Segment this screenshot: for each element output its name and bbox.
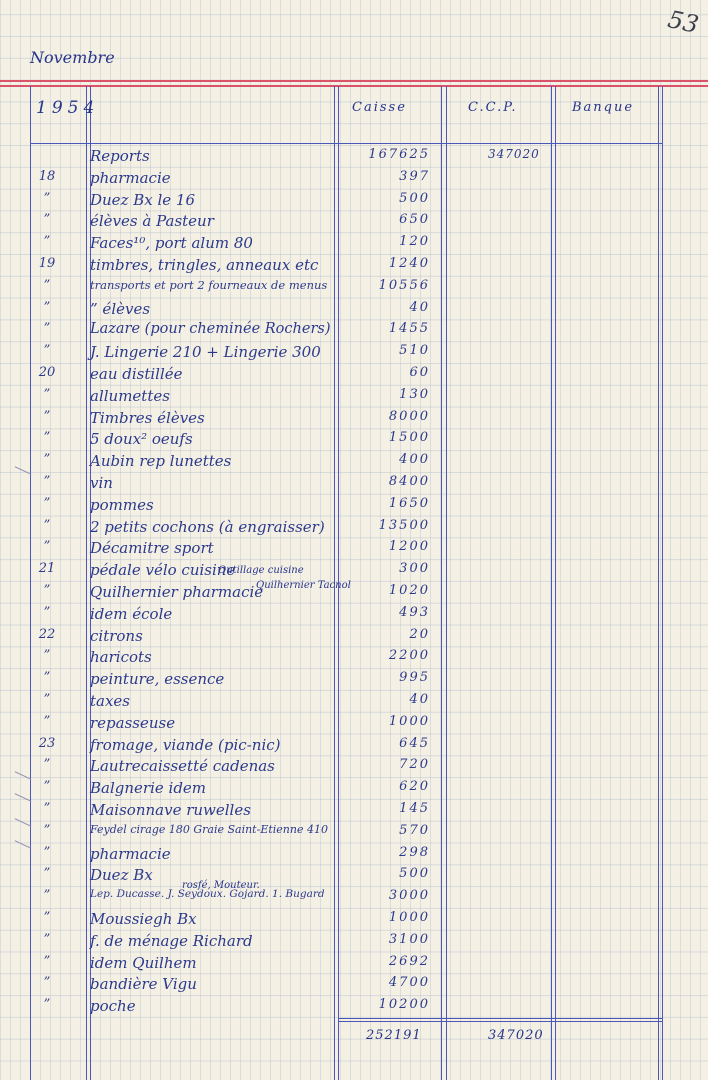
ledger-row — [0, 888, 708, 910]
ledger-row — [0, 997, 708, 1019]
ledger-row — [0, 823, 708, 845]
row-day: 18 — [38, 168, 56, 184]
note-quilhernier: Quilhernier Tacnol — [256, 580, 351, 591]
row-day: ” — [43, 866, 51, 882]
ledger-row — [0, 191, 708, 213]
row-day: ” — [43, 299, 51, 315]
row-amount-caisse: 40 — [409, 299, 430, 315]
row-day: 22 — [38, 626, 56, 642]
header-rule — [30, 143, 662, 144]
row-description: pommes — [90, 495, 154, 514]
total-rule — [338, 1021, 662, 1022]
row-amount-caisse: 1000 — [388, 713, 430, 729]
ledger-row — [0, 365, 708, 387]
row-day: ” — [43, 931, 51, 947]
row-description: J. Lingerie 210 + Lingerie 300 — [90, 343, 321, 362]
row-description: pharmacie — [90, 844, 171, 863]
row-description: timbres, tringles, anneaux etc — [90, 256, 319, 274]
ledger-row — [0, 387, 708, 409]
row-amount-caisse: 20 — [409, 626, 430, 642]
row-amount-caisse: 40 — [409, 692, 430, 707]
ledger-row — [0, 605, 708, 627]
row-amount-ccp: 347020 — [488, 147, 540, 161]
row-amount-caisse: 720 — [399, 757, 430, 773]
row-description: f. de ménage Richard — [90, 931, 253, 950]
row-day: ” — [43, 648, 51, 664]
red-rule-top — [0, 80, 708, 82]
ledger-row — [0, 583, 708, 605]
row-description: Balgnerie idem — [90, 779, 207, 798]
note-duez: rosfé, Mouteur. — [182, 880, 260, 891]
row-description: fromage, viande (pic-nic) — [90, 735, 281, 754]
ledger-row — [0, 975, 708, 997]
row-amount-caisse: 510 — [399, 343, 430, 359]
row-description: pharmacie — [90, 168, 171, 187]
column-header-caisse: Caisse — [352, 100, 407, 115]
row-description: Duez Bx le 16 — [90, 190, 196, 209]
row-day: ” — [43, 321, 51, 337]
row-amount-caisse: 2692 — [388, 953, 430, 969]
row-description: bandière Vigu — [90, 975, 197, 994]
row-day: ” — [43, 343, 51, 359]
row-description: eau distillée — [90, 365, 183, 383]
row-day: ” — [43, 713, 51, 729]
row-day: ” — [43, 822, 51, 838]
row-description: idem Quilhem — [90, 953, 197, 972]
ledger-row — [0, 932, 708, 954]
row-amount-caisse: 1000 — [388, 910, 430, 925]
row-description: peinture, essence — [90, 670, 225, 689]
ledger-row — [0, 539, 708, 561]
row-description: Reports — [90, 147, 150, 165]
row-amount-caisse: 4700 — [388, 975, 430, 991]
ledger-row — [0, 300, 708, 322]
ledger-row — [0, 627, 708, 649]
ledger-row — [0, 714, 708, 736]
row-amount-caisse: 3100 — [388, 931, 430, 947]
row-amount-caisse: 1455 — [388, 321, 430, 337]
row-day: ” — [43, 408, 51, 424]
row-day: 23 — [38, 735, 56, 751]
row-day: 19 — [38, 256, 56, 271]
row-description: taxes — [90, 692, 131, 710]
ledger-row — [0, 801, 708, 823]
total-caisse: 252191 — [366, 1028, 422, 1043]
row-amount-caisse: 60 — [409, 365, 430, 380]
row-day: ” — [43, 474, 51, 489]
row-amount-caisse: 8000 — [388, 408, 430, 424]
row-description: Lautrecaissetté cadenas — [90, 757, 275, 776]
row-amount-caisse: 1200 — [388, 539, 430, 555]
row-amount-caisse: 620 — [399, 779, 430, 795]
row-description: Lep. Ducasse. J. Seydoux. Gojard. 1. Bugard — [90, 888, 325, 901]
row-amount-caisse: 167625 — [368, 147, 430, 162]
ledger-row — [0, 845, 708, 867]
ledger-row — [0, 779, 708, 801]
row-day: ” — [43, 844, 51, 860]
row-day: ” — [43, 888, 51, 904]
ledger-row — [0, 648, 708, 670]
ledger-row — [0, 169, 708, 191]
row-day: ” — [43, 953, 51, 969]
ledger-row — [0, 670, 708, 692]
row-description: Quilhernier pharmacie — [90, 583, 264, 601]
row-amount-caisse: 650 — [399, 212, 430, 228]
row-amount-caisse: 1240 — [388, 256, 430, 271]
row-day: ” — [43, 997, 51, 1013]
row-description: Moussiegh Bx — [90, 910, 197, 928]
ledger-row — [0, 757, 708, 779]
ledger-row — [0, 321, 708, 343]
row-day: ” — [43, 975, 51, 991]
ledger-row — [0, 866, 708, 888]
row-amount-caisse: 1500 — [388, 430, 430, 446]
row-description: Aubin rep lunettes — [90, 452, 232, 471]
row-day: ” — [43, 234, 51, 250]
row-day: ” — [43, 452, 51, 468]
row-description: 5 doux² oeufs — [90, 430, 193, 449]
ledger-row — [0, 692, 708, 714]
row-amount-caisse: 645 — [399, 735, 430, 751]
ledger-row — [0, 474, 708, 496]
row-day: ” — [43, 517, 51, 533]
row-description: haricots — [90, 648, 152, 667]
row-description: Lazare (pour cheminée Rochers) — [90, 321, 331, 338]
year-heading: 1954 — [36, 98, 100, 118]
ledger-row — [0, 234, 708, 256]
row-day: 20 — [38, 365, 56, 380]
row-day: ” — [43, 430, 51, 446]
row-description: Feydel cirage 180 Graie Saint-Etienne 410 — [90, 822, 328, 836]
row-description: élèves à Pasteur — [90, 212, 214, 231]
ledger-row — [0, 910, 708, 932]
ledger-row — [0, 954, 708, 976]
ledger-row — [0, 212, 708, 234]
row-day: ” — [43, 757, 51, 773]
ledger-row — [0, 430, 708, 452]
row-amount-caisse: 500 — [399, 190, 430, 206]
row-description: poche — [90, 997, 136, 1016]
row-description: vin — [90, 474, 113, 492]
ledger-row — [0, 409, 708, 431]
row-amount-caisse: 570 — [399, 822, 430, 838]
ledger-row — [0, 147, 708, 169]
row-description: citrons — [90, 626, 143, 645]
row-day: ” — [43, 539, 51, 555]
row-amount-caisse: 397 — [399, 168, 430, 184]
ledger-row — [0, 343, 708, 365]
total-ccp: 347020 — [488, 1028, 544, 1043]
row-amount-caisse: 300 — [399, 561, 430, 577]
row-amount-caisse: 1650 — [388, 495, 430, 511]
row-day: ” — [43, 495, 51, 511]
red-rule-bottom — [0, 85, 708, 87]
row-description: Faces¹⁰, port alum 80 — [90, 234, 253, 253]
row-amount-caisse: 400 — [399, 452, 430, 468]
row-day: ” — [43, 190, 51, 206]
row-description: ” élèves — [90, 299, 151, 318]
row-day: ” — [43, 583, 51, 598]
ledger-row — [0, 496, 708, 518]
row-description: pédale vélo cuisine — [90, 561, 236, 580]
row-day: ” — [43, 910, 51, 925]
row-amount-caisse: 995 — [399, 670, 430, 686]
row-amount-caisse: 13500 — [378, 517, 430, 533]
row-day: ” — [43, 692, 51, 707]
row-description: Timbres élèves — [90, 408, 205, 427]
row-description: Duez Bx — [90, 866, 153, 885]
row-description: Décamitre sport — [90, 539, 214, 558]
note-outillage: Outillage cuisine — [218, 565, 304, 576]
row-day: ” — [43, 779, 51, 795]
row-day: ” — [43, 670, 51, 686]
row-amount-caisse: 493 — [399, 604, 430, 620]
page-number: 53 — [665, 5, 702, 39]
ledger-row — [0, 561, 708, 583]
row-day: 21 — [38, 561, 56, 577]
row-day: ” — [43, 604, 51, 620]
row-amount-caisse: 500 — [399, 866, 430, 882]
row-description: idem école — [90, 604, 173, 623]
ledger-row — [0, 278, 708, 300]
row-amount-caisse: 130 — [399, 386, 430, 402]
ledger-row — [0, 518, 708, 540]
row-description: Maisonnave ruwelles — [90, 801, 251, 819]
row-amount-caisse: 10556 — [378, 277, 430, 293]
row-day: ” — [43, 801, 51, 816]
ledger-row — [0, 736, 708, 758]
row-amount-caisse: 3000 — [388, 888, 430, 904]
row-amount-caisse: 145 — [399, 801, 430, 816]
ledger-row — [0, 256, 708, 278]
row-day: ” — [43, 277, 51, 293]
row-amount-caisse: 120 — [399, 234, 430, 250]
row-amount-caisse: 8400 — [388, 474, 430, 489]
row-description: allumettes — [90, 386, 170, 405]
row-amount-caisse: 1020 — [388, 583, 430, 598]
column-header-ccp: C.C.P. — [468, 100, 518, 115]
row-day: ” — [43, 212, 51, 228]
row-day: ” — [43, 386, 51, 402]
ledger-row — [0, 452, 708, 474]
column-header-banque: Banque — [572, 100, 635, 115]
row-amount-caisse: 2200 — [388, 648, 430, 664]
month-heading: Novembre — [30, 48, 115, 67]
row-description: transports et port 2 fourneaux de menus — [90, 277, 328, 292]
row-amount-caisse: 10200 — [378, 997, 430, 1013]
row-description: 2 petits cochons (à engraisser) — [90, 517, 325, 536]
row-description: repasseuse — [90, 713, 176, 732]
row-amount-caisse: 298 — [399, 844, 430, 860]
